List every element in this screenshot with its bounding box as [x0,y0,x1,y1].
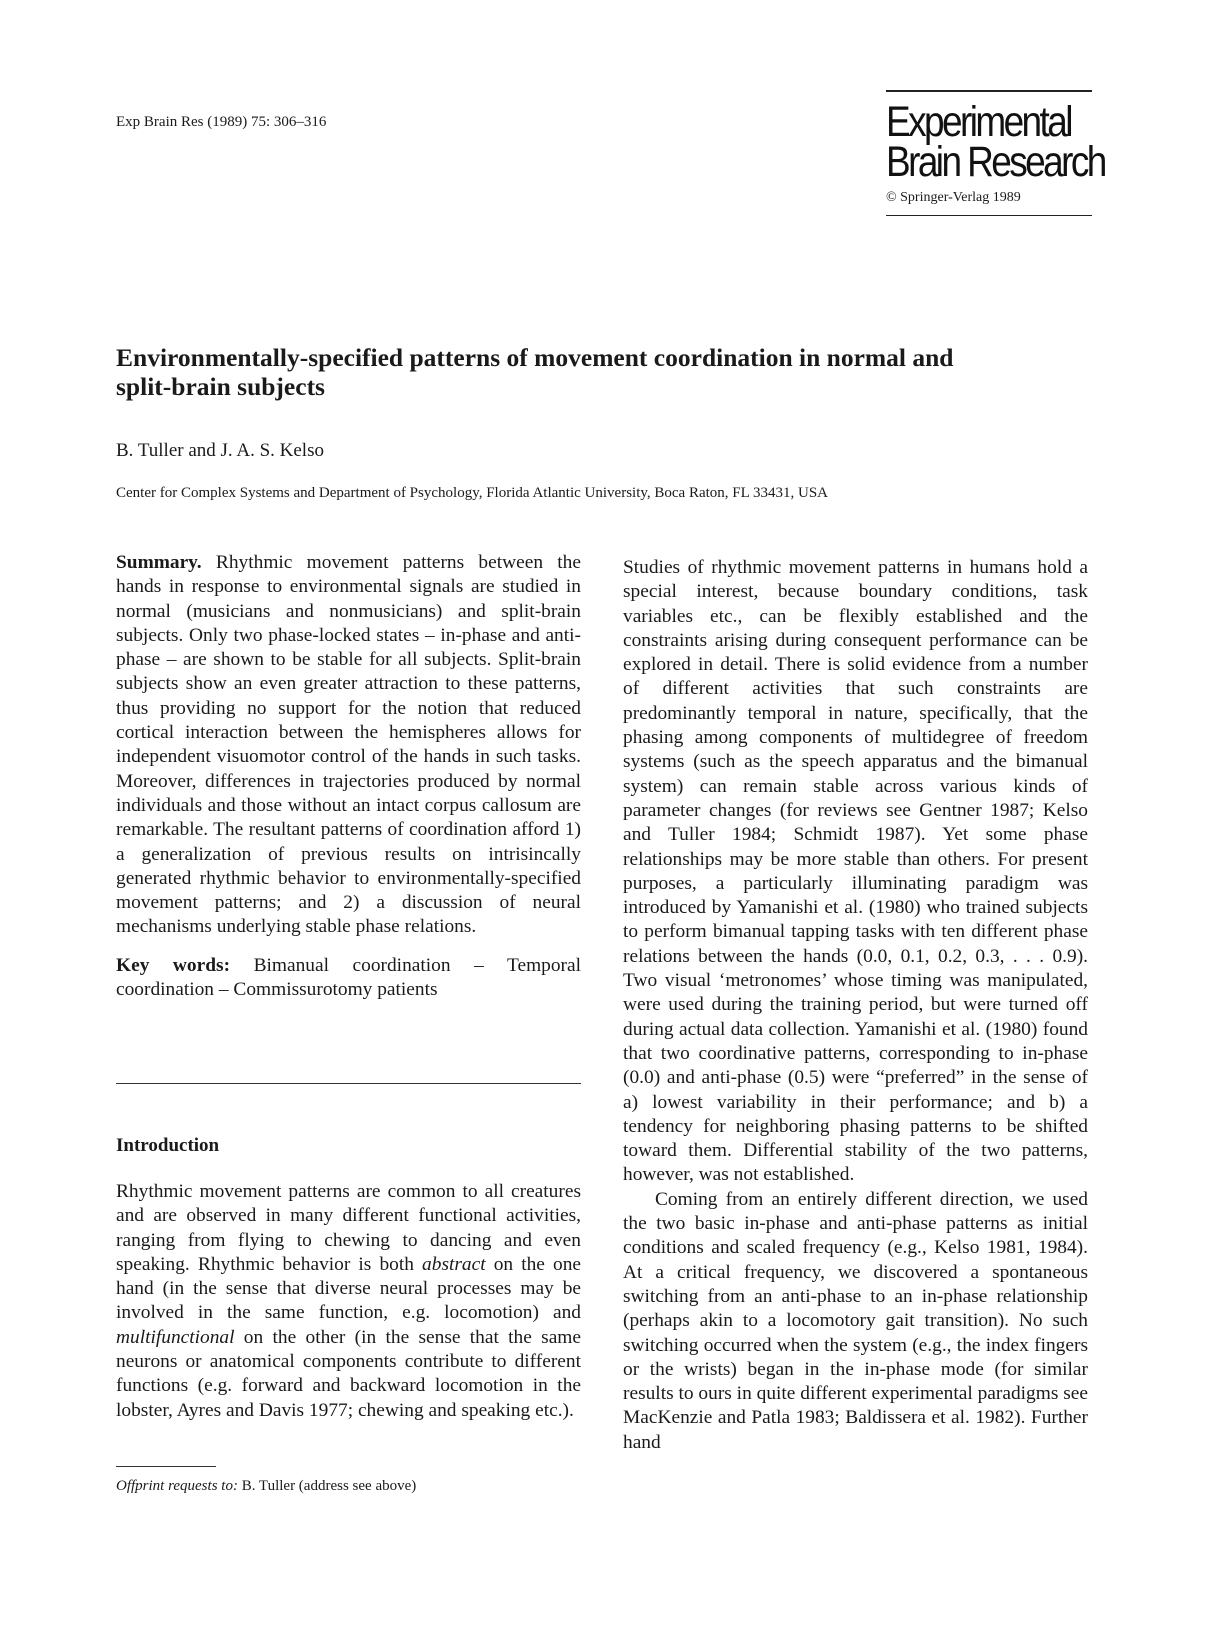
keywords-text: Bimanual coordination – Temporal coordination – Commissurotomy patients [116,954,582,1001]
introduction-body [116,1180,581,1423]
journal-citation: Exp Brain Res (1989) 75: 306–316 [116,114,327,130]
intro-emphasis-multifunctional: multifunctional [116,1326,235,1348]
right-column [623,556,1088,1455]
summary-paragraph [116,551,581,940]
summary-text: Rhythmic movement patterns between the hands in response to environmental signals are studied in normal (musicians and nonmusicians) and split-brain subjects. Only two phase-locked states – in-phase and anti-phase – are shown to be stable for all subjects. Split-brain subjects show an even greater attraction to these patterns, thus providing no support for the notion that reduced cortical interaction between the hemispheres allows for independent visuomotor control of the hands in such tasks. Moreover, differences in trajectories produced by normal individuals and those without an intact corpus callosum are remarkable. The resultant patterns of coordination afford 1) a generalization of previous results on intrisincally generated rhythmic behavior to environmentally-specified movement patterns; and 2) a discussion of neural mechanisms underlying stable phase relations. [116,552,581,938]
author-affiliation: Center for Complex Systems and Department of Psychology, Florida Atlantic University, Boca Raton, FL 33431, USA [116,485,828,501]
article-authors: B. Tuller and J. A. S. Kelso [116,440,324,461]
intro-text-2: on the one hand (in the sense that diverse neural processes may be involved in the same function, e.g. locomotion) and [116,1253,582,1324]
intro-text-3: on the other (in the sense that the same neurons or anatomical components contribute to different functions (e.g. forward and backward locomotion in the lobster, Ayres and Davis 1977; chewing and speaking etc.). [116,1326,581,1421]
summary-label: Summary. [116,552,202,573]
journal-name-line2: Brain Research [886,138,1105,186]
right-paragraph-2: Coming from an entirely different direction, we used the two basic in-phase and anti-phase patterns as initial conditions and scaled frequency (e.g., Kelso 1981, 1984). At a critical frequency, we discovered a spontaneous switching from an anti-phase to an in-phase relationship (perhaps akin to a locomotory gait transition). No such switching occurred when the system (e.g., the index fingers or the wrists) began in the in-phase mode (for similar results to ours in quite different experimental paradigms see MacKenzie and Patla 1983; Baldissera et al. 1982). Further hand [623,1188,1088,1453]
copyright-notice: © Springer-Verlag 1989 [886,190,1021,205]
footnote-text: B. Tuller (address see above) [237,1478,417,1494]
article-title: Environmentally-specified patterns of movement coordination in normal and split-brain subjects [116,343,954,401]
keywords-label: Key words: [116,954,231,976]
logo-bottom-rule [886,215,1092,216]
journal-name-line1: Experimental [886,98,1071,146]
journal-logo [886,90,1105,216]
intro-emphasis-abstract: abstract [422,1253,486,1275]
footnote [116,1478,416,1495]
intro-text-1: Rhythmic movement patterns are common to all creatures and are observed in many different functional activities, ranging from flying to chewing to dancing and even speaking. Rhythmic behavior is both [116,1181,581,1275]
summary-divider [116,1083,581,1084]
introduction-heading: Introduction [116,1135,220,1156]
right-paragraph-1: Studies of rhythmic movement patterns in humans hold a special interest, because boundary conditions, task variables etc., can be flexibly established and the constraints arising during consequent performance can be explored in detail. There is solid evidence from a number of different activities that such constraints are predominantly temporal in nature, specifically, that the phasing among components of multidegree of freedom systems (such as the speech apparatus and the bimanual system) can remain stable across various kinds of parameter changes (for reviews see Gentner 1987; Kelso and Tuller 1984; Schmidt 1987). Yet some phase relationships may be more stable than others. For present purposes, a particularly illuminating paradigm was introduced by Yamanishi et al. (1980) who trained subjects to perform bimanual tapping tasks with ten different phase relations between the hands (0.0, 0.1, 0.2, 0.3, . . . 0.9). Two visual ‘metronomes’ whose timing was manipulated, were used during the training period, but were turned off during actual data collection. Yamanishi et al. (1980) found that two coordinative patterns, corresponding to in-phase (0.0) and anti-phase (0.5) were “preferred” in the sense of a) lowest variability in their performance; and b) a tendency for neighboring phasing patterns to be shifted toward them. Differential stability of the two patterns, however, was not established. [623,557,1088,1186]
footnote-label: Offprint requests to: [116,1478,238,1494]
keywords-paragraph [116,954,581,1003]
footnote-divider [116,1466,216,1467]
introduction-paragraph [116,1180,581,1423]
logo-top-rule [886,90,1092,92]
left-column [116,551,581,1002]
journal-name [886,98,1105,186]
